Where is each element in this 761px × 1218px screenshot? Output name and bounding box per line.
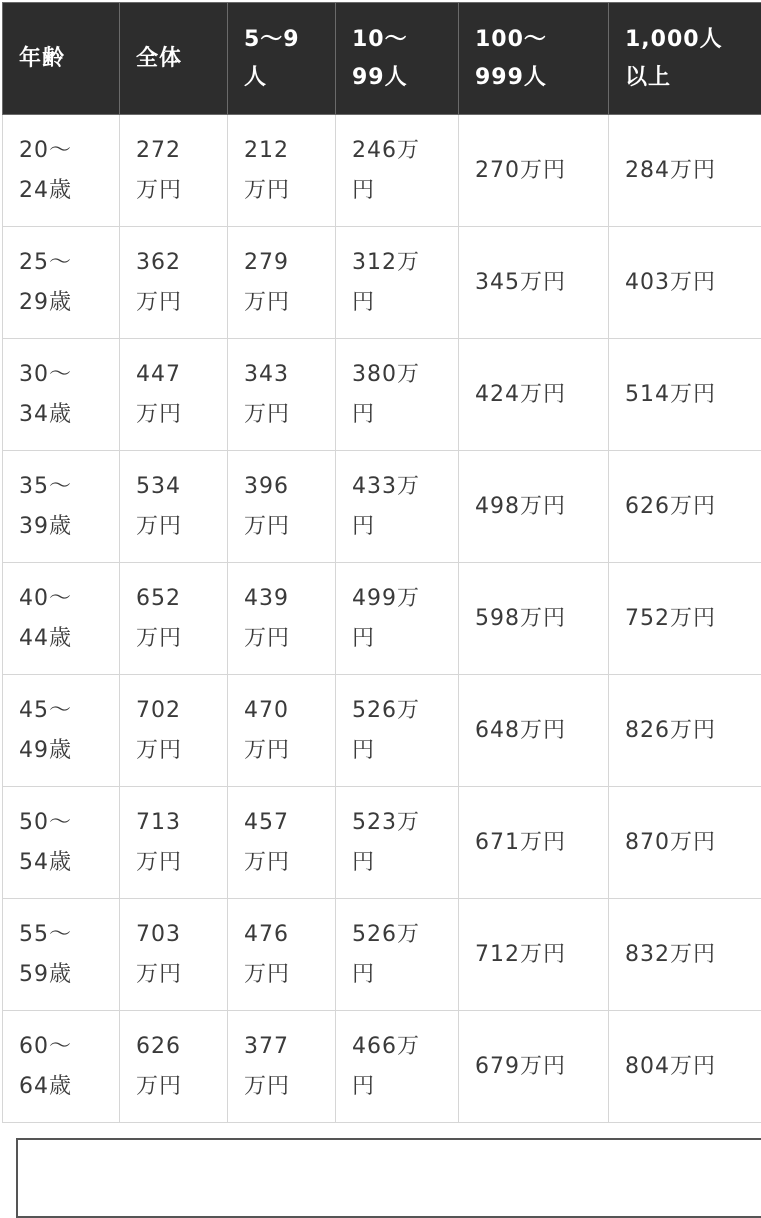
table-row bbox=[3, 115, 761, 227]
table-row bbox=[3, 563, 761, 675]
cell-age: 40〜 44歳 bbox=[3, 563, 120, 675]
cell-size-10-99: 526万 円 bbox=[336, 675, 459, 787]
cell-total: 702 万円 bbox=[120, 675, 228, 787]
cell-size-100-999: 712万円 bbox=[459, 899, 609, 1011]
cell-size-5-9: 343 万円 bbox=[228, 339, 336, 451]
cell-age: 50〜 54歳 bbox=[3, 787, 120, 899]
cell-size-100-999: 498万円 bbox=[459, 451, 609, 563]
header-age: 年齢 bbox=[3, 3, 120, 115]
table-row bbox=[3, 339, 761, 451]
header-size-100-999: 100〜 999人 bbox=[459, 3, 609, 115]
cell-age: 55〜 59歳 bbox=[3, 899, 120, 1011]
cell-size-1000-plus: 626万円 bbox=[609, 451, 761, 563]
cell-size-5-9: 439 万円 bbox=[228, 563, 336, 675]
cell-age: 45〜 49歳 bbox=[3, 675, 120, 787]
table-row bbox=[3, 787, 761, 899]
table-row bbox=[3, 899, 761, 1011]
table-row bbox=[3, 451, 761, 563]
table-row bbox=[3, 675, 761, 787]
cell-size-100-999: 598万円 bbox=[459, 563, 609, 675]
cell-age: 60〜 64歳 bbox=[3, 1011, 120, 1123]
cell-size-5-9: 470 万円 bbox=[228, 675, 336, 787]
cell-size-1000-plus: 826万円 bbox=[609, 675, 761, 787]
header-total: 全体 bbox=[120, 3, 228, 115]
cell-size-1000-plus: 403万円 bbox=[609, 227, 761, 339]
cell-size-1000-plus: 870万円 bbox=[609, 787, 761, 899]
cell-total: 272 万円 bbox=[120, 115, 228, 227]
cell-size-1000-plus: 804万円 bbox=[609, 1011, 761, 1123]
cell-size-5-9: 396 万円 bbox=[228, 451, 336, 563]
cell-age: 30〜 34歳 bbox=[3, 339, 120, 451]
cell-size-10-99: 246万 円 bbox=[336, 115, 459, 227]
cell-age: 35〜 39歳 bbox=[3, 451, 120, 563]
cell-size-100-999: 671万円 bbox=[459, 787, 609, 899]
cell-size-10-99: 526万 円 bbox=[336, 899, 459, 1011]
header-row bbox=[3, 3, 761, 115]
cell-size-5-9: 377 万円 bbox=[228, 1011, 336, 1123]
cell-size-5-9: 457 万円 bbox=[228, 787, 336, 899]
cell-size-10-99: 312万 円 bbox=[336, 227, 459, 339]
cell-size-10-99: 523万 円 bbox=[336, 787, 459, 899]
header-size-5-9: 5〜9 人 bbox=[228, 3, 336, 115]
table-row bbox=[3, 1011, 761, 1123]
cell-size-1000-plus: 832万円 bbox=[609, 899, 761, 1011]
cell-total: 713 万円 bbox=[120, 787, 228, 899]
cell-size-5-9: 476 万円 bbox=[228, 899, 336, 1011]
table-body bbox=[3, 115, 761, 1123]
cell-total: 703 万円 bbox=[120, 899, 228, 1011]
content-box bbox=[16, 1138, 761, 1218]
cell-size-100-999: 679万円 bbox=[459, 1011, 609, 1123]
salary-table bbox=[2, 2, 761, 1123]
cell-size-5-9: 212 万円 bbox=[228, 115, 336, 227]
cell-size-100-999: 424万円 bbox=[459, 339, 609, 451]
cell-age: 25〜 29歳 bbox=[3, 227, 120, 339]
cell-size-10-99: 466万 円 bbox=[336, 1011, 459, 1123]
cell-age: 20〜 24歳 bbox=[3, 115, 120, 227]
cell-total: 626 万円 bbox=[120, 1011, 228, 1123]
header-size-10-99: 10〜 99人 bbox=[336, 3, 459, 115]
cell-size-100-999: 345万円 bbox=[459, 227, 609, 339]
cell-size-10-99: 499万 円 bbox=[336, 563, 459, 675]
table-row bbox=[3, 227, 761, 339]
cell-size-5-9: 279 万円 bbox=[228, 227, 336, 339]
cell-total: 447 万円 bbox=[120, 339, 228, 451]
cell-size-1000-plus: 284万円 bbox=[609, 115, 761, 227]
cell-size-1000-plus: 514万円 bbox=[609, 339, 761, 451]
cell-size-10-99: 380万 円 bbox=[336, 339, 459, 451]
cell-size-10-99: 433万 円 bbox=[336, 451, 459, 563]
cell-size-1000-plus: 752万円 bbox=[609, 563, 761, 675]
header-size-1000-plus: 1,000人 以上 bbox=[609, 3, 761, 115]
cell-total: 652 万円 bbox=[120, 563, 228, 675]
cell-total: 362 万円 bbox=[120, 227, 228, 339]
cell-size-100-999: 648万円 bbox=[459, 675, 609, 787]
cell-total: 534 万円 bbox=[120, 451, 228, 563]
cell-size-100-999: 270万円 bbox=[459, 115, 609, 227]
